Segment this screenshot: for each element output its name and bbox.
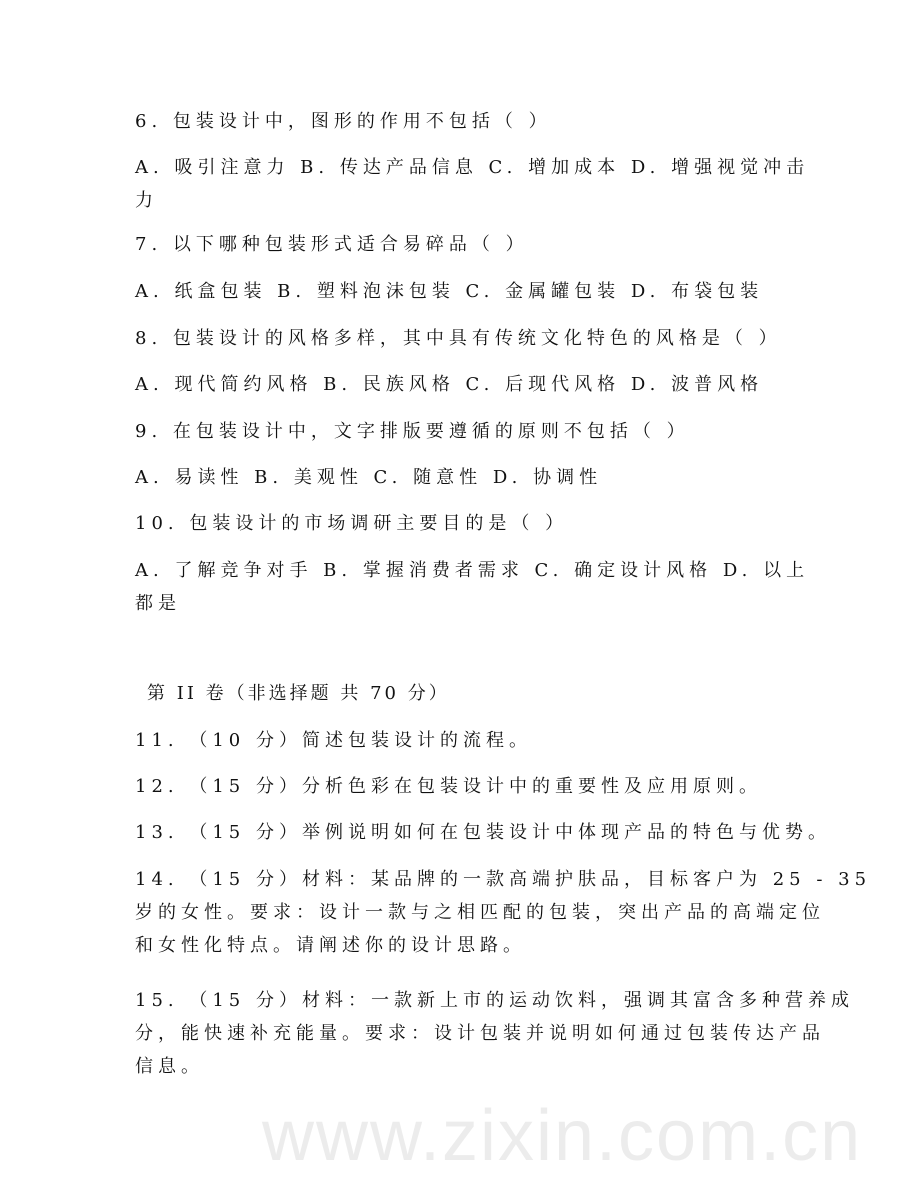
- section-title: 第 II 卷（非选择题 共 70 分）: [147, 683, 450, 704]
- question-10-options: A. 了解竞争对手 B. 掌握消费者需求 C. 确定设计风格 D. 以上: [135, 560, 810, 581]
- question-10-options-cont: 都是: [135, 593, 181, 614]
- essay-11: 11. （10 分）简述包装设计的流程。: [135, 730, 532, 751]
- essay-12: 12. （15 分）分析色彩在包装设计中的重要性及应用原则。: [135, 776, 762, 797]
- question-7: 7. 以下哪种包装形式适合易碎品（ ）: [135, 234, 529, 255]
- watermark: www.zixin.com.cn: [262, 1096, 863, 1176]
- essay-15-line1: 15. （15 分）材料：一款新上市的运动饮料，强调其富含多种营养成: [135, 990, 854, 1011]
- question-10: 10. 包装设计的市场调研主要目的是（ ）: [135, 513, 569, 534]
- question-7-options: A. 纸盒包装 B. 塑料泡沫包装 C. 金属罐包装 D. 布袋包装: [135, 281, 764, 302]
- essay-14-line1: 14. （15 分）材料：某品牌的一款高端护肤品，目标客户为 25 - 35: [135, 869, 872, 890]
- question-8: 8. 包装设计的风格多样，其中具有传统文化特色的风格是（ ）: [135, 328, 782, 349]
- question-6: 6. 包装设计中，图形的作用不包括（ ）: [135, 111, 552, 132]
- essay-14-line3: 和女性化特点。请阐述你的设计思路。: [135, 935, 526, 956]
- question-6-options: A. 吸引注意力 B. 传达产品信息 C. 增加成本 D. 增强视觉冲击: [135, 157, 810, 178]
- essay-14-line2: 岁的女性。要求：设计一款与之相匹配的包装，突出产品的高端定位: [135, 902, 825, 923]
- essay-13: 13. （15 分）举例说明如何在包装设计中体现产品的特色与优势。: [135, 822, 831, 843]
- question-6-options-cont: 力: [135, 190, 158, 211]
- question-8-options: A. 现代简约风格 B. 民族风格 C. 后现代风格 D. 波普风格: [135, 374, 764, 395]
- question-9-options: A. 易读性 B. 美观性 C. 随意性 D. 协调性: [135, 467, 603, 488]
- essay-15-line2: 分，能快速补充能量。要求：设计包装并说明如何通过包装传达产品: [135, 1023, 825, 1044]
- question-9: 9. 在包装设计中，文字排版要遵循的原则不包括（ ）: [135, 421, 690, 442]
- essay-15-line3: 信息。: [135, 1056, 204, 1077]
